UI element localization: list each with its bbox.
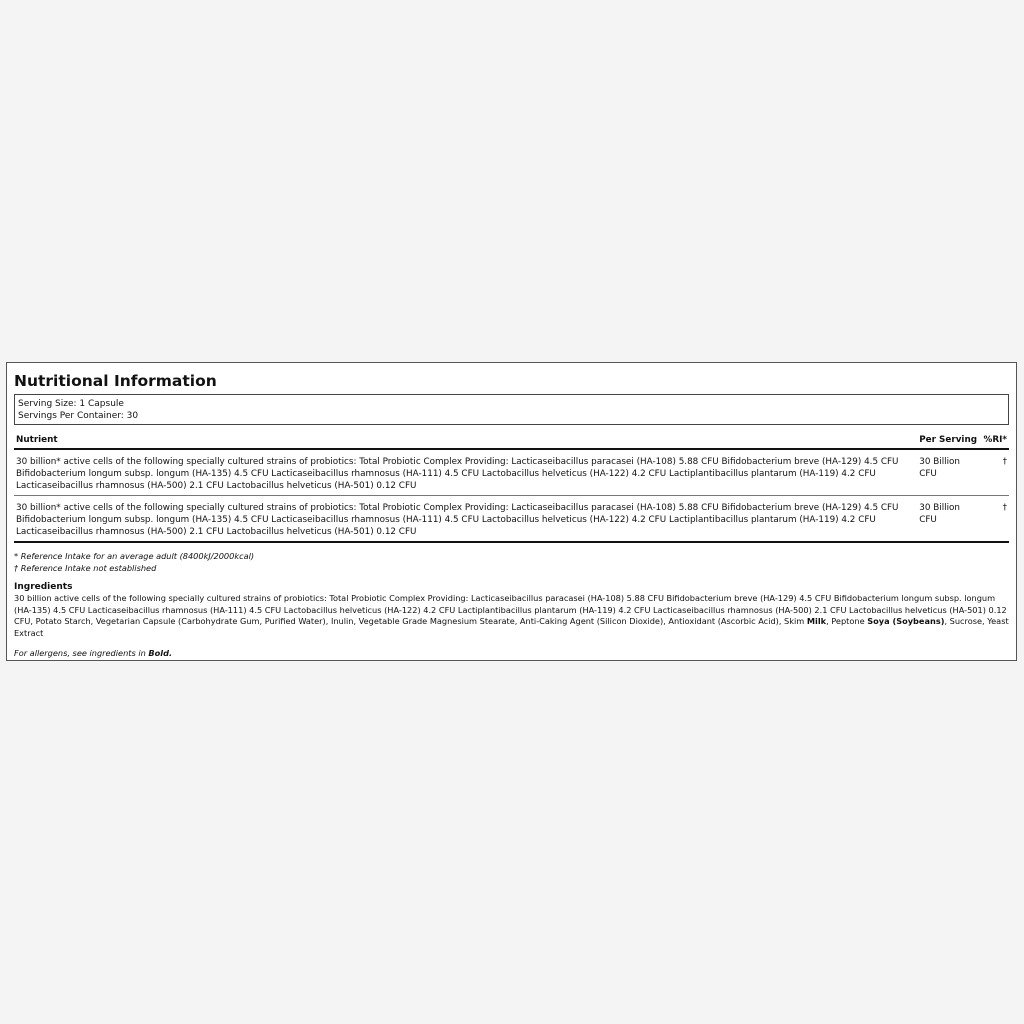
allergen-note-bold: Bold. bbox=[148, 647, 173, 658]
per-serving-cell: 30 Billion CFU bbox=[917, 449, 979, 496]
ingredients-text-part: , Peptone bbox=[826, 616, 868, 627]
footnotes bbox=[14, 550, 1009, 574]
ingredients-text bbox=[14, 593, 1009, 640]
ri-cell: † bbox=[979, 449, 1009, 496]
allergen-note-prefix: For allergens, see ingredients in bbox=[14, 647, 149, 658]
table-row bbox=[14, 496, 1009, 543]
ingredients-heading: Ingredients bbox=[14, 582, 73, 592]
serving-info-box bbox=[14, 394, 1009, 425]
allergen-soya: Soya (Soybeans) bbox=[867, 616, 945, 627]
page-title: Nutritional Information bbox=[14, 372, 217, 390]
per-serving-cell: 30 Billion CFU bbox=[917, 496, 979, 543]
header-ri: %RI* bbox=[979, 430, 1009, 449]
nutrition-table bbox=[14, 430, 1009, 543]
allergen-milk: Milk bbox=[806, 616, 827, 627]
ingredients-text-part: 30 billion active cells of the following specially cultured strains of probiotics: Total Probiotic Complex Providing: Lacticaseibacillus paracasei (HA-108) 5.88 CFU Bifidobacterium breve (HA-129) 4.5 CFU Bifidobacterium longum subsp. longum (HA-135) 4.5 CFU Lacticaseibacillus rhamnosus (HA-111) 4.5 CFU Lactobacillus helveticus (HA-122) 4.2 CFU Lactiplantibacillus plantarum (HA-119) 4.2 CFU Lacticaseibacillus rhamnosus (HA-500) 2.1 CFU Lactobacillus helveticus (HA-501) 0.12 CFU, Potato Starch, Vegetarian Capsule (Carbohydrate Gum, Purified Water), Inulin, Vegetable Grade Magnesium Stearate, Anti-Caking Agent (Silicon Dioxide), Antioxidant (Ascorbic Acid), Skim bbox=[14, 593, 1007, 627]
table-row bbox=[14, 449, 1009, 496]
servings-per-container: Servings Per Container: 30 bbox=[18, 411, 139, 421]
nutrition-panel bbox=[6, 362, 1017, 661]
footnote-reference-intake: * Reference Intake for an average adult (8400kJ/2000kcal) bbox=[14, 551, 255, 561]
header-per-serving: Per Serving bbox=[917, 430, 979, 449]
footnote-not-established: † Reference Intake not established bbox=[14, 563, 157, 573]
ri-cell: † bbox=[979, 496, 1009, 543]
header-nutrient: Nutrient bbox=[14, 430, 917, 449]
table-header-row bbox=[14, 430, 1009, 449]
serving-size: Serving Size: 1 Capsule bbox=[18, 399, 124, 409]
nutrient-cell: 30 billion* active cells of the following specially cultured strains of probiotics: Total Probiotic Complex Providing: Lacticaseibacillus paracasei (HA-108) 5.88 CFU Bifidobacterium breve (HA-129) 4.5 CFU Bifidobacterium longum subsp. longum (HA-135) 4.5 CFU Lacticaseibacillus rhamnosus (HA-111) 4.5 CFU Lactobacillus helveticus (HA-122) 4.2 CFU Lactiplantibacillus plantarum (HA-119) 4.2 CFU Lacticaseibacillus rhamnosus (HA-500) 2.1 CFU Lactobacillus helveticus (HA-501) 0.12 CFU bbox=[14, 449, 917, 496]
nutrient-cell: 30 billion* active cells of the following specially cultured strains of probiotics: Total Probiotic Complex Providing: Lacticaseibacillus paracasei (HA-108) 5.88 CFU Bifidobacterium breve (HA-129) 4.5 CFU Bifidobacterium longum subsp. longum (HA-135) 4.5 CFU Lacticaseibacillus rhamnosus (HA-111) 4.5 CFU Lactobacillus helveticus (HA-122) 4.2 CFU Lactiplantibacillus plantarum (HA-119) 4.2 CFU Lacticaseibacillus rhamnosus (HA-500) 2.1 CFU Lactobacillus helveticus (HA-501) 0.12 CFU bbox=[14, 496, 917, 543]
ingredients-text-part: , Sucrose, Yeast Extract bbox=[14, 616, 1009, 639]
allergen-note bbox=[14, 647, 1009, 659]
